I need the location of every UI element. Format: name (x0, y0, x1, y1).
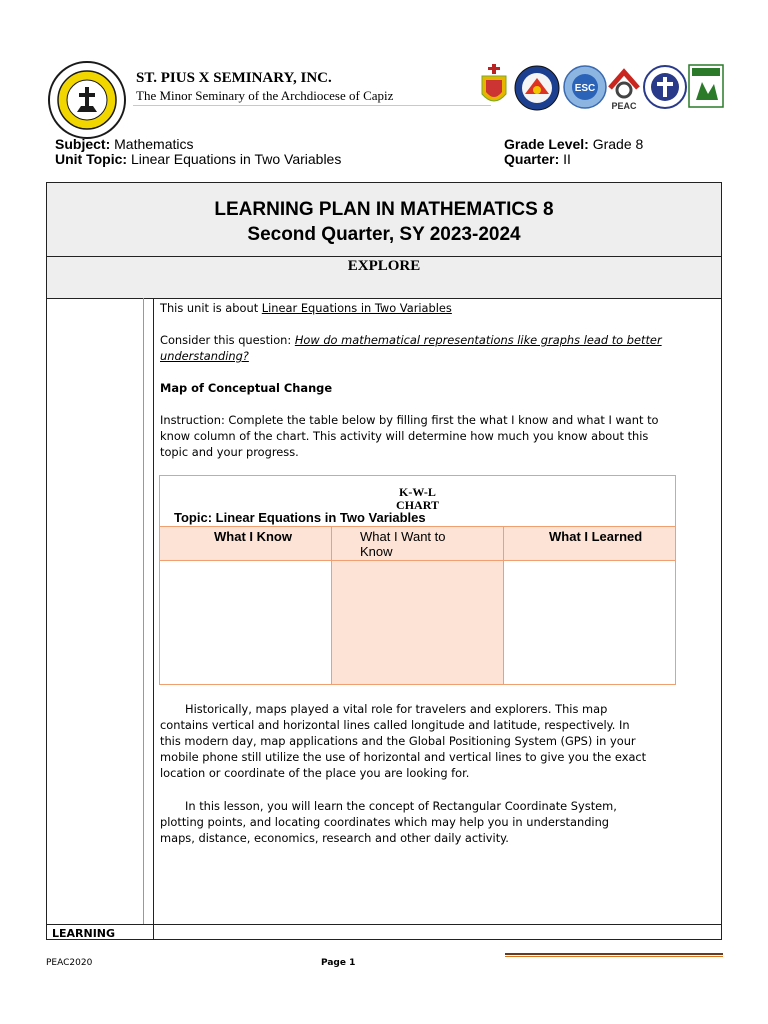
instruction-line3: topic and your progress. (160, 445, 299, 459)
content-column-divider (153, 298, 154, 940)
para1-line2: contains vertical and horizontal lines called longitude and latitude, respectively. In (160, 718, 630, 732)
footer-rule (505, 953, 723, 955)
grade-level-label: Grade Level: (504, 136, 589, 152)
subject-label: Subject: (55, 136, 111, 152)
para2-line1: In this lesson, you will learn the concept of Rectangular Coordinate System, (185, 799, 617, 813)
para1-line3: this modern day, map applications and the Global Positioning System (GPS) in your (160, 734, 636, 748)
learning-section-label: LEARNING (52, 927, 116, 940)
esc-logo-text: ESC (574, 83, 596, 94)
kwl-col-want-line1: What I Want to (360, 529, 446, 544)
para1-line5: location or coordinate of the place you are looking for. (160, 766, 470, 780)
plan-title: LEARNING PLAN IN MATHEMATICS 8 (214, 199, 554, 220)
unit-intro (160, 300, 705, 316)
kwl-learned-cell[interactable] (504, 561, 675, 684)
para2-line3: maps, distance, economics, research and other daily activity. (160, 831, 509, 845)
para2-line2: plotting points, and locating coordinates which may help you in understanding (160, 815, 610, 829)
question-intro: Consider this question: (160, 333, 295, 347)
ceap-seal-icon (642, 64, 688, 110)
grade-level-value: Grade 8 (588, 136, 644, 152)
learning-row-divider (46, 924, 722, 925)
page-number: Page 1 (321, 958, 356, 968)
quarter-value: II (559, 151, 571, 167)
instruction-paragraph (160, 412, 705, 460)
unit-topic-link-text: Linear Equations in Two Variables (261, 301, 452, 315)
kwl-want-to-know-cell[interactable] (331, 561, 503, 684)
school-name: ST. PIUS X SEMINARY, INC. (136, 70, 332, 86)
kwl-topic: Topic: Linear Equations in Two Variables (174, 510, 426, 525)
kwl-col-want (360, 529, 446, 559)
lesson-paragraph (160, 798, 705, 846)
quarter-label: Quarter: (504, 151, 560, 167)
grade-level-line (504, 136, 643, 152)
unit-topic-line (55, 151, 341, 167)
kwl-heading: K-W-L (399, 485, 436, 499)
kwl-column-divider (331, 526, 332, 684)
plan-subtitle: Second Quarter, SY 2023-2024 (247, 224, 521, 245)
question-text-line1: How do mathematical representations like graphs lead to better (294, 333, 662, 347)
kwl-col-want-line2: Know (360, 544, 393, 559)
subject-line (55, 136, 193, 152)
kwl-col-know: What I Know (214, 529, 292, 544)
para1-line1: Historically, maps played a vital role for travelers and explorers. This map (185, 702, 608, 716)
explore-section-label: EXPLORE (347, 258, 421, 274)
essential-question (160, 332, 705, 364)
left-column-divider (143, 298, 144, 924)
unit-topic-value: Linear Equations in Two Variables (127, 151, 342, 167)
deped-seal-icon (513, 64, 561, 112)
archdiocese-crest-icon (480, 64, 508, 108)
peac-logo-icon (606, 64, 642, 112)
unit-topic-label: Unit Topic: (55, 151, 128, 167)
unit-intro-text: This unit is about (160, 301, 262, 315)
map-heading: Map of Conceptual Change (160, 381, 333, 395)
school-logo-icon (688, 64, 724, 108)
para1-line4: mobile phone still utilize the use of horizontal and vertical lines to give you the exact (160, 750, 647, 764)
kwl-col-learned: What I Learned (549, 529, 643, 544)
header-divider (133, 105, 491, 106)
history-paragraph (160, 701, 705, 781)
footer-rule-accent (505, 956, 723, 957)
instruction-line2: know column of the chart. This activity will determine how much you know about this (160, 429, 649, 443)
subject-value: Mathematics (110, 136, 194, 152)
seminary-seal-icon (47, 60, 127, 140)
footer-peac-label: PEAC2020 (46, 958, 93, 968)
question-text-line2: understanding? (160, 349, 249, 363)
peac-logo-text: PEAC (611, 101, 637, 111)
quarter-line (504, 151, 571, 167)
kwl-heading-chart: CHART (396, 498, 439, 512)
esc-logo-icon (562, 64, 608, 110)
school-subtitle: The Minor Seminary of the Archdiocese of Capiz (136, 88, 394, 103)
kwl-know-cell[interactable] (160, 561, 331, 684)
instruction-line1: Instruction: Complete the table below by filling first the what I know and what I want to (160, 413, 659, 427)
